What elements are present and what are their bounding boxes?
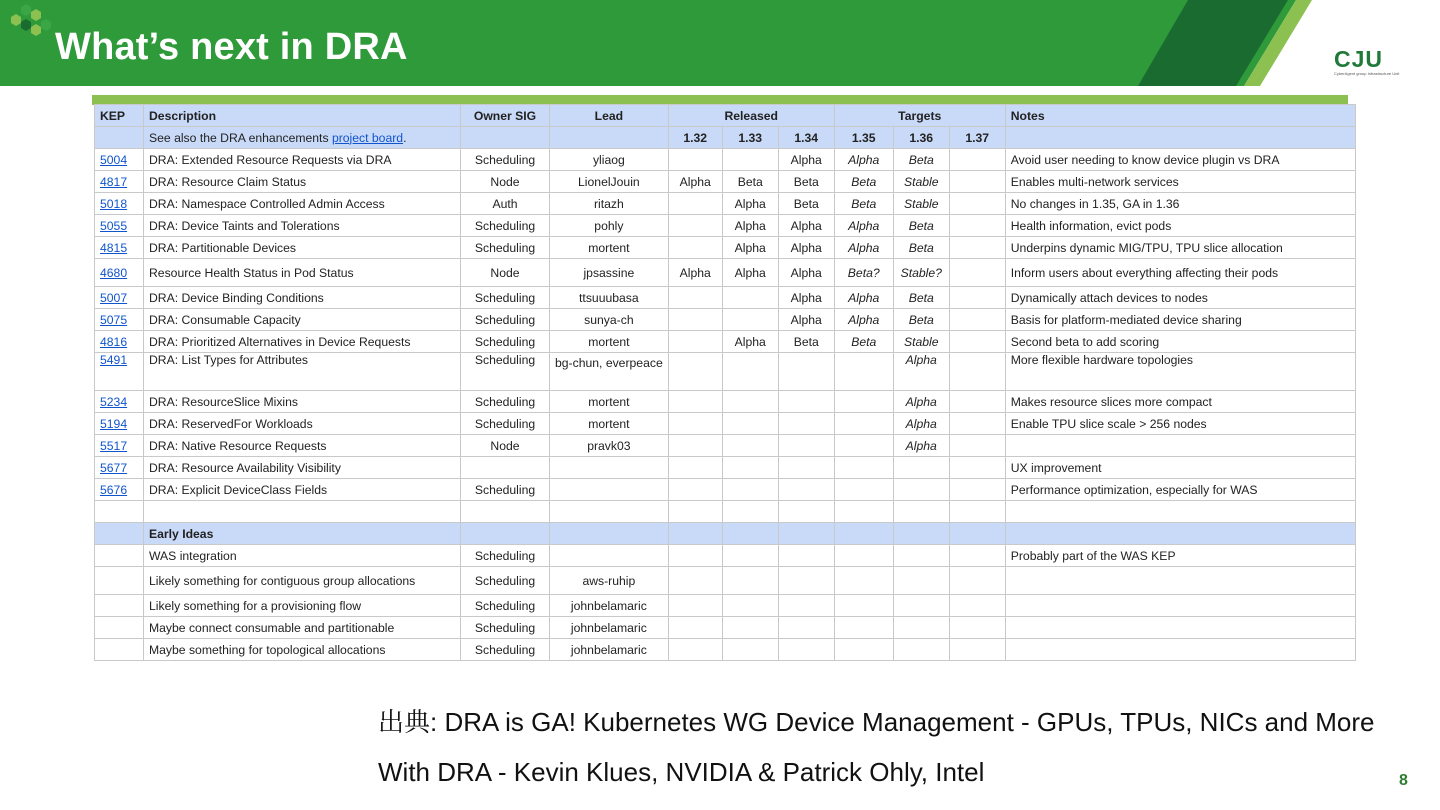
target-cell [893, 479, 949, 501]
header-targets: Targets [834, 105, 1005, 127]
released-cell: Alpha [778, 237, 834, 259]
logo-subtext: CyberAgent group Infrastructure Unit [1334, 71, 1400, 76]
kep-link[interactable]: 4680 [100, 265, 128, 280]
table-row [95, 309, 1356, 331]
header-lead: Lead [550, 105, 669, 127]
notes-cell: Dynamically attach devices to nodes [1005, 287, 1355, 309]
released-cell [722, 309, 778, 331]
lead-cell: mortent [550, 391, 669, 413]
version-1-36: 1.36 [893, 127, 949, 149]
table-row [95, 259, 1356, 287]
target-cell: Alpha [834, 215, 893, 237]
kep-cell [95, 457, 144, 479]
blank-row [95, 501, 1356, 523]
lead-cell: yliaog [550, 149, 669, 171]
early-ideas-row [95, 523, 1356, 545]
lead-cell: mortent [550, 413, 669, 435]
kep-link[interactable]: 4815 [100, 240, 128, 255]
released-cell [668, 353, 722, 391]
released-cell: Beta [722, 171, 778, 193]
notes-cell: Second beta to add scoring [1005, 331, 1355, 353]
target-cell [949, 391, 1005, 413]
notes-cell [1005, 595, 1355, 617]
target-cell [893, 457, 949, 479]
lead-cell: LionelJouin [550, 171, 669, 193]
released-cell [722, 353, 778, 391]
released-cell: Alpha [722, 331, 778, 353]
target-cell: Beta [893, 287, 949, 309]
target-cell: Beta [893, 309, 949, 331]
released-cell [778, 391, 834, 413]
description-cell: Maybe something for topological allocations [144, 639, 461, 661]
notes-cell [1005, 617, 1355, 639]
project-board-link[interactable]: project board [331, 130, 404, 145]
notes-cell: More flexible hardware topologies [1005, 353, 1355, 391]
target-cell [949, 479, 1005, 501]
released-cell: Alpha [778, 215, 834, 237]
owner-sig-cell: Scheduling [461, 215, 550, 237]
table-row [95, 171, 1356, 193]
description-cell: DRA: ReservedFor Workloads [144, 413, 461, 435]
dra-kep-table [94, 104, 1356, 661]
lead-cell: mortent [550, 237, 669, 259]
owner-sig-cell: Auth [461, 193, 550, 215]
released-cell [722, 149, 778, 171]
lead-cell [550, 479, 669, 501]
notes-cell: Probably part of the WAS KEP [1005, 545, 1355, 567]
released-cell [722, 287, 778, 309]
target-cell [949, 435, 1005, 457]
description-cell: DRA: Explicit DeviceClass Fields [144, 479, 461, 501]
early-idea-row [95, 545, 1356, 567]
description-cell: DRA: ResourceSlice Mixins [144, 391, 461, 413]
version-1-34: 1.34 [778, 127, 834, 149]
description-cell: DRA: Consumable Capacity [144, 309, 461, 331]
kep-cell [95, 215, 144, 237]
released-cell: Alpha [722, 259, 778, 287]
kep-cell [95, 331, 144, 353]
owner-sig-cell: Scheduling [461, 413, 550, 435]
target-cell [949, 331, 1005, 353]
table-subheader-row [95, 127, 1356, 149]
target-cell: Stable [893, 193, 949, 215]
description-cell: Likely something for a provisioning flow [144, 595, 461, 617]
project-board-note: See also the DRA enhancements project board. [144, 127, 461, 149]
target-cell: Beta [834, 331, 893, 353]
released-cell [722, 435, 778, 457]
released-cell: Alpha [722, 193, 778, 215]
released-cell: Alpha [778, 259, 834, 287]
target-cell [949, 309, 1005, 331]
released-cell [778, 457, 834, 479]
target-cell: Beta [834, 193, 893, 215]
description-cell: DRA: List Types for Attributes [144, 353, 461, 391]
target-cell [949, 457, 1005, 479]
version-1-35: 1.35 [834, 127, 893, 149]
header-notes: Notes [1005, 105, 1355, 127]
target-cell: Beta [893, 237, 949, 259]
released-cell: Alpha [668, 171, 722, 193]
target-cell: Beta [893, 149, 949, 171]
target-cell: Alpha [893, 413, 949, 435]
citation: 出典: DRA is GA! Kubernetes WG Device Management - GPUs, TPUs, NICs and More With DRA - Kevin Klues, NVIDIA & Patrick Ohly, Intel [378, 707, 1375, 787]
target-cell [834, 413, 893, 435]
table-row [95, 287, 1356, 309]
version-1-37: 1.37 [949, 127, 1005, 149]
early-idea-row [95, 567, 1356, 595]
notes-cell [1005, 567, 1355, 595]
target-cell: Beta [834, 171, 893, 193]
kep-link[interactable]: 4817 [100, 174, 128, 189]
target-cell: Alpha [834, 149, 893, 171]
lead-cell: aws-ruhip [550, 567, 669, 595]
table-row [95, 215, 1356, 237]
released-cell [722, 457, 778, 479]
target-cell [834, 457, 893, 479]
table-row [95, 353, 1356, 391]
lead-cell: ritazh [550, 193, 669, 215]
owner-sig-cell: Scheduling [461, 567, 550, 595]
header-description: Description [144, 105, 461, 127]
target-cell: Stable [893, 331, 949, 353]
released-cell [778, 435, 834, 457]
table-row [95, 435, 1356, 457]
target-cell [834, 391, 893, 413]
released-cell: Alpha [778, 287, 834, 309]
released-cell [668, 457, 722, 479]
description-cell: DRA: Namespace Controlled Admin Access [144, 193, 461, 215]
released-cell: Alpha [668, 259, 722, 287]
description-cell: DRA: Native Resource Requests [144, 435, 461, 457]
early-idea-row [95, 617, 1356, 639]
kep-link[interactable]: 5234 [100, 394, 128, 409]
kep-cell [95, 259, 144, 287]
released-cell [778, 479, 834, 501]
description-cell: WAS integration [144, 545, 461, 567]
early-idea-row [95, 595, 1356, 617]
notes-cell: Avoid user needing to know device plugin vs DRA [1005, 149, 1355, 171]
owner-sig-cell: Scheduling [461, 237, 550, 259]
kep-link[interactable]: 5018 [100, 196, 128, 211]
kep-link[interactable]: 5055 [100, 218, 128, 233]
description-cell: DRA: Resource Claim Status [144, 171, 461, 193]
description-cell: DRA: Device Taints and Tolerations [144, 215, 461, 237]
released-cell [668, 149, 722, 171]
kep-link[interactable]: 5004 [100, 152, 128, 167]
kep-link[interactable]: 5007 [100, 290, 128, 305]
owner-sig-cell: Scheduling [461, 149, 550, 171]
lead-cell: sunya-ch [550, 309, 669, 331]
notes-cell [1005, 639, 1355, 661]
notes-cell: Enable TPU slice scale > 256 nodes [1005, 413, 1355, 435]
released-cell [668, 413, 722, 435]
released-cell: Beta [778, 331, 834, 353]
lead-cell: pohly [550, 215, 669, 237]
released-cell [668, 479, 722, 501]
lead-cell: bg-chun, everpeace [550, 353, 669, 391]
target-cell: Alpha [834, 287, 893, 309]
owner-sig-cell: Scheduling [461, 617, 550, 639]
target-cell [949, 193, 1005, 215]
target-cell [949, 171, 1005, 193]
kep-cell [95, 435, 144, 457]
table-row [95, 479, 1356, 501]
target-cell: Beta? [834, 259, 893, 287]
kep-link[interactable]: 5194 [100, 416, 128, 431]
target-cell [834, 435, 893, 457]
released-cell [722, 479, 778, 501]
description-cell: DRA: Extended Resource Requests via DRA [144, 149, 461, 171]
lead-cell: ttsuuubasa [550, 287, 669, 309]
table-row [95, 391, 1356, 413]
kep-cell [95, 413, 144, 435]
owner-sig-cell: Scheduling [461, 331, 550, 353]
owner-sig-cell: Scheduling [461, 353, 550, 391]
target-cell [949, 215, 1005, 237]
owner-sig-cell: Scheduling [461, 545, 550, 567]
kep-cell [95, 309, 144, 331]
version-1-33: 1.33 [722, 127, 778, 149]
lead-cell: jpsassine [550, 259, 669, 287]
kep-cell [95, 237, 144, 259]
target-cell [949, 413, 1005, 435]
owner-sig-cell [461, 457, 550, 479]
kep-link[interactable]: 4816 [100, 334, 128, 349]
released-cell: Alpha [778, 309, 834, 331]
description-cell: DRA: Prioritized Alternatives in Device Requests [144, 331, 461, 353]
notes-cell: Performance optimization, especially for WAS [1005, 479, 1355, 501]
released-cell [722, 391, 778, 413]
notes-cell: No changes in 1.35, GA in 1.36 [1005, 193, 1355, 215]
lead-cell: johnbelamaric [550, 617, 669, 639]
kep-cell [95, 287, 144, 309]
kep-link[interactable]: 5491 [100, 353, 128, 367]
lead-cell [550, 545, 669, 567]
notes-cell [1005, 435, 1355, 457]
owner-sig-cell: Node [461, 171, 550, 193]
target-cell [949, 237, 1005, 259]
target-cell: Alpha [834, 237, 893, 259]
slide-title: What’s next in DRA [55, 26, 408, 68]
target-cell: Beta [893, 215, 949, 237]
notes-cell: Makes resource slices more compact [1005, 391, 1355, 413]
released-cell [668, 237, 722, 259]
released-cell: Beta [778, 171, 834, 193]
lead-cell: mortent [550, 331, 669, 353]
released-cell [668, 391, 722, 413]
target-cell [949, 353, 1005, 391]
lead-cell: johnbelamaric [550, 639, 669, 661]
kep-link[interactable]: 5075 [100, 312, 128, 327]
lead-cell [550, 457, 669, 479]
owner-sig-cell: Node [461, 435, 550, 457]
notes-cell: Health information, evict pods [1005, 215, 1355, 237]
description-cell: DRA: Resource Availability Visibility [144, 457, 461, 479]
table-header-row [95, 105, 1356, 127]
notes-cell: Enables multi-network services [1005, 171, 1355, 193]
kep-link[interactable]: 5517 [100, 438, 128, 453]
kep-cell [95, 149, 144, 171]
released-cell [668, 215, 722, 237]
logo-text: CJU [1334, 46, 1384, 72]
notes-cell: Underpins dynamic MIG/TPU, TPU slice allocation [1005, 237, 1355, 259]
released-cell [668, 309, 722, 331]
released-cell [668, 193, 722, 215]
page-number: 8 [1399, 772, 1408, 789]
table-row [95, 413, 1356, 435]
target-cell [949, 287, 1005, 309]
target-cell [949, 149, 1005, 171]
lead-cell: johnbelamaric [550, 595, 669, 617]
description-cell: Likely something for contiguous group allocations [144, 567, 461, 595]
early-idea-row [95, 639, 1356, 661]
version-1-32: 1.32 [668, 127, 722, 149]
kep-cell [95, 353, 144, 391]
kep-link[interactable]: 5677 [100, 460, 128, 475]
kep-cell [95, 193, 144, 215]
released-cell [668, 331, 722, 353]
target-cell: Alpha [893, 435, 949, 457]
target-cell: Alpha [893, 353, 949, 391]
header-owner-sig: Owner SIG [461, 105, 550, 127]
table-row [95, 193, 1356, 215]
released-cell: Alpha [778, 149, 834, 171]
target-cell [834, 353, 893, 391]
released-cell [722, 413, 778, 435]
owner-sig-cell: Node [461, 259, 550, 287]
kep-cell [95, 391, 144, 413]
cju-logo-icon [0, 0, 66, 66]
owner-sig-cell: Scheduling [461, 287, 550, 309]
slide-header [0, 0, 1440, 86]
early-ideas-label: Early Ideas [144, 523, 461, 545]
target-cell: Stable [893, 171, 949, 193]
released-cell [778, 353, 834, 391]
owner-sig-cell: Scheduling [461, 309, 550, 331]
description-cell: DRA: Partitionable Devices [144, 237, 461, 259]
lead-cell: pravk03 [550, 435, 669, 457]
released-cell: Beta [778, 193, 834, 215]
table-row [95, 331, 1356, 353]
released-cell: Alpha [722, 237, 778, 259]
owner-sig-cell: Scheduling [461, 595, 550, 617]
table-row [95, 457, 1356, 479]
kep-cell [95, 171, 144, 193]
description-cell: Maybe connect consumable and partitionable [144, 617, 461, 639]
target-cell [949, 259, 1005, 287]
kep-link[interactable]: 5676 [100, 482, 128, 497]
target-cell: Alpha [893, 391, 949, 413]
released-cell [778, 413, 834, 435]
notes-cell: UX improvement [1005, 457, 1355, 479]
header-released: Released [668, 105, 834, 127]
target-cell [834, 479, 893, 501]
notes-cell: Inform users about everything affecting their pods [1005, 259, 1355, 287]
table-row [95, 149, 1356, 171]
owner-sig-cell: Scheduling [461, 391, 550, 413]
owner-sig-cell: Scheduling [461, 639, 550, 661]
target-cell: Stable? [893, 259, 949, 287]
table-row [95, 237, 1356, 259]
kep-cell [95, 479, 144, 501]
description-cell: DRA: Device Binding Conditions [144, 287, 461, 309]
released-cell [668, 435, 722, 457]
owner-sig-cell: Scheduling [461, 479, 550, 501]
released-cell: Alpha [722, 215, 778, 237]
notes-cell: Basis for platform-mediated device sharing [1005, 309, 1355, 331]
header-kep: KEP [95, 105, 144, 127]
target-cell: Alpha [834, 309, 893, 331]
description-cell: Resource Health Status in Pod Status [144, 259, 461, 287]
released-cell [668, 287, 722, 309]
